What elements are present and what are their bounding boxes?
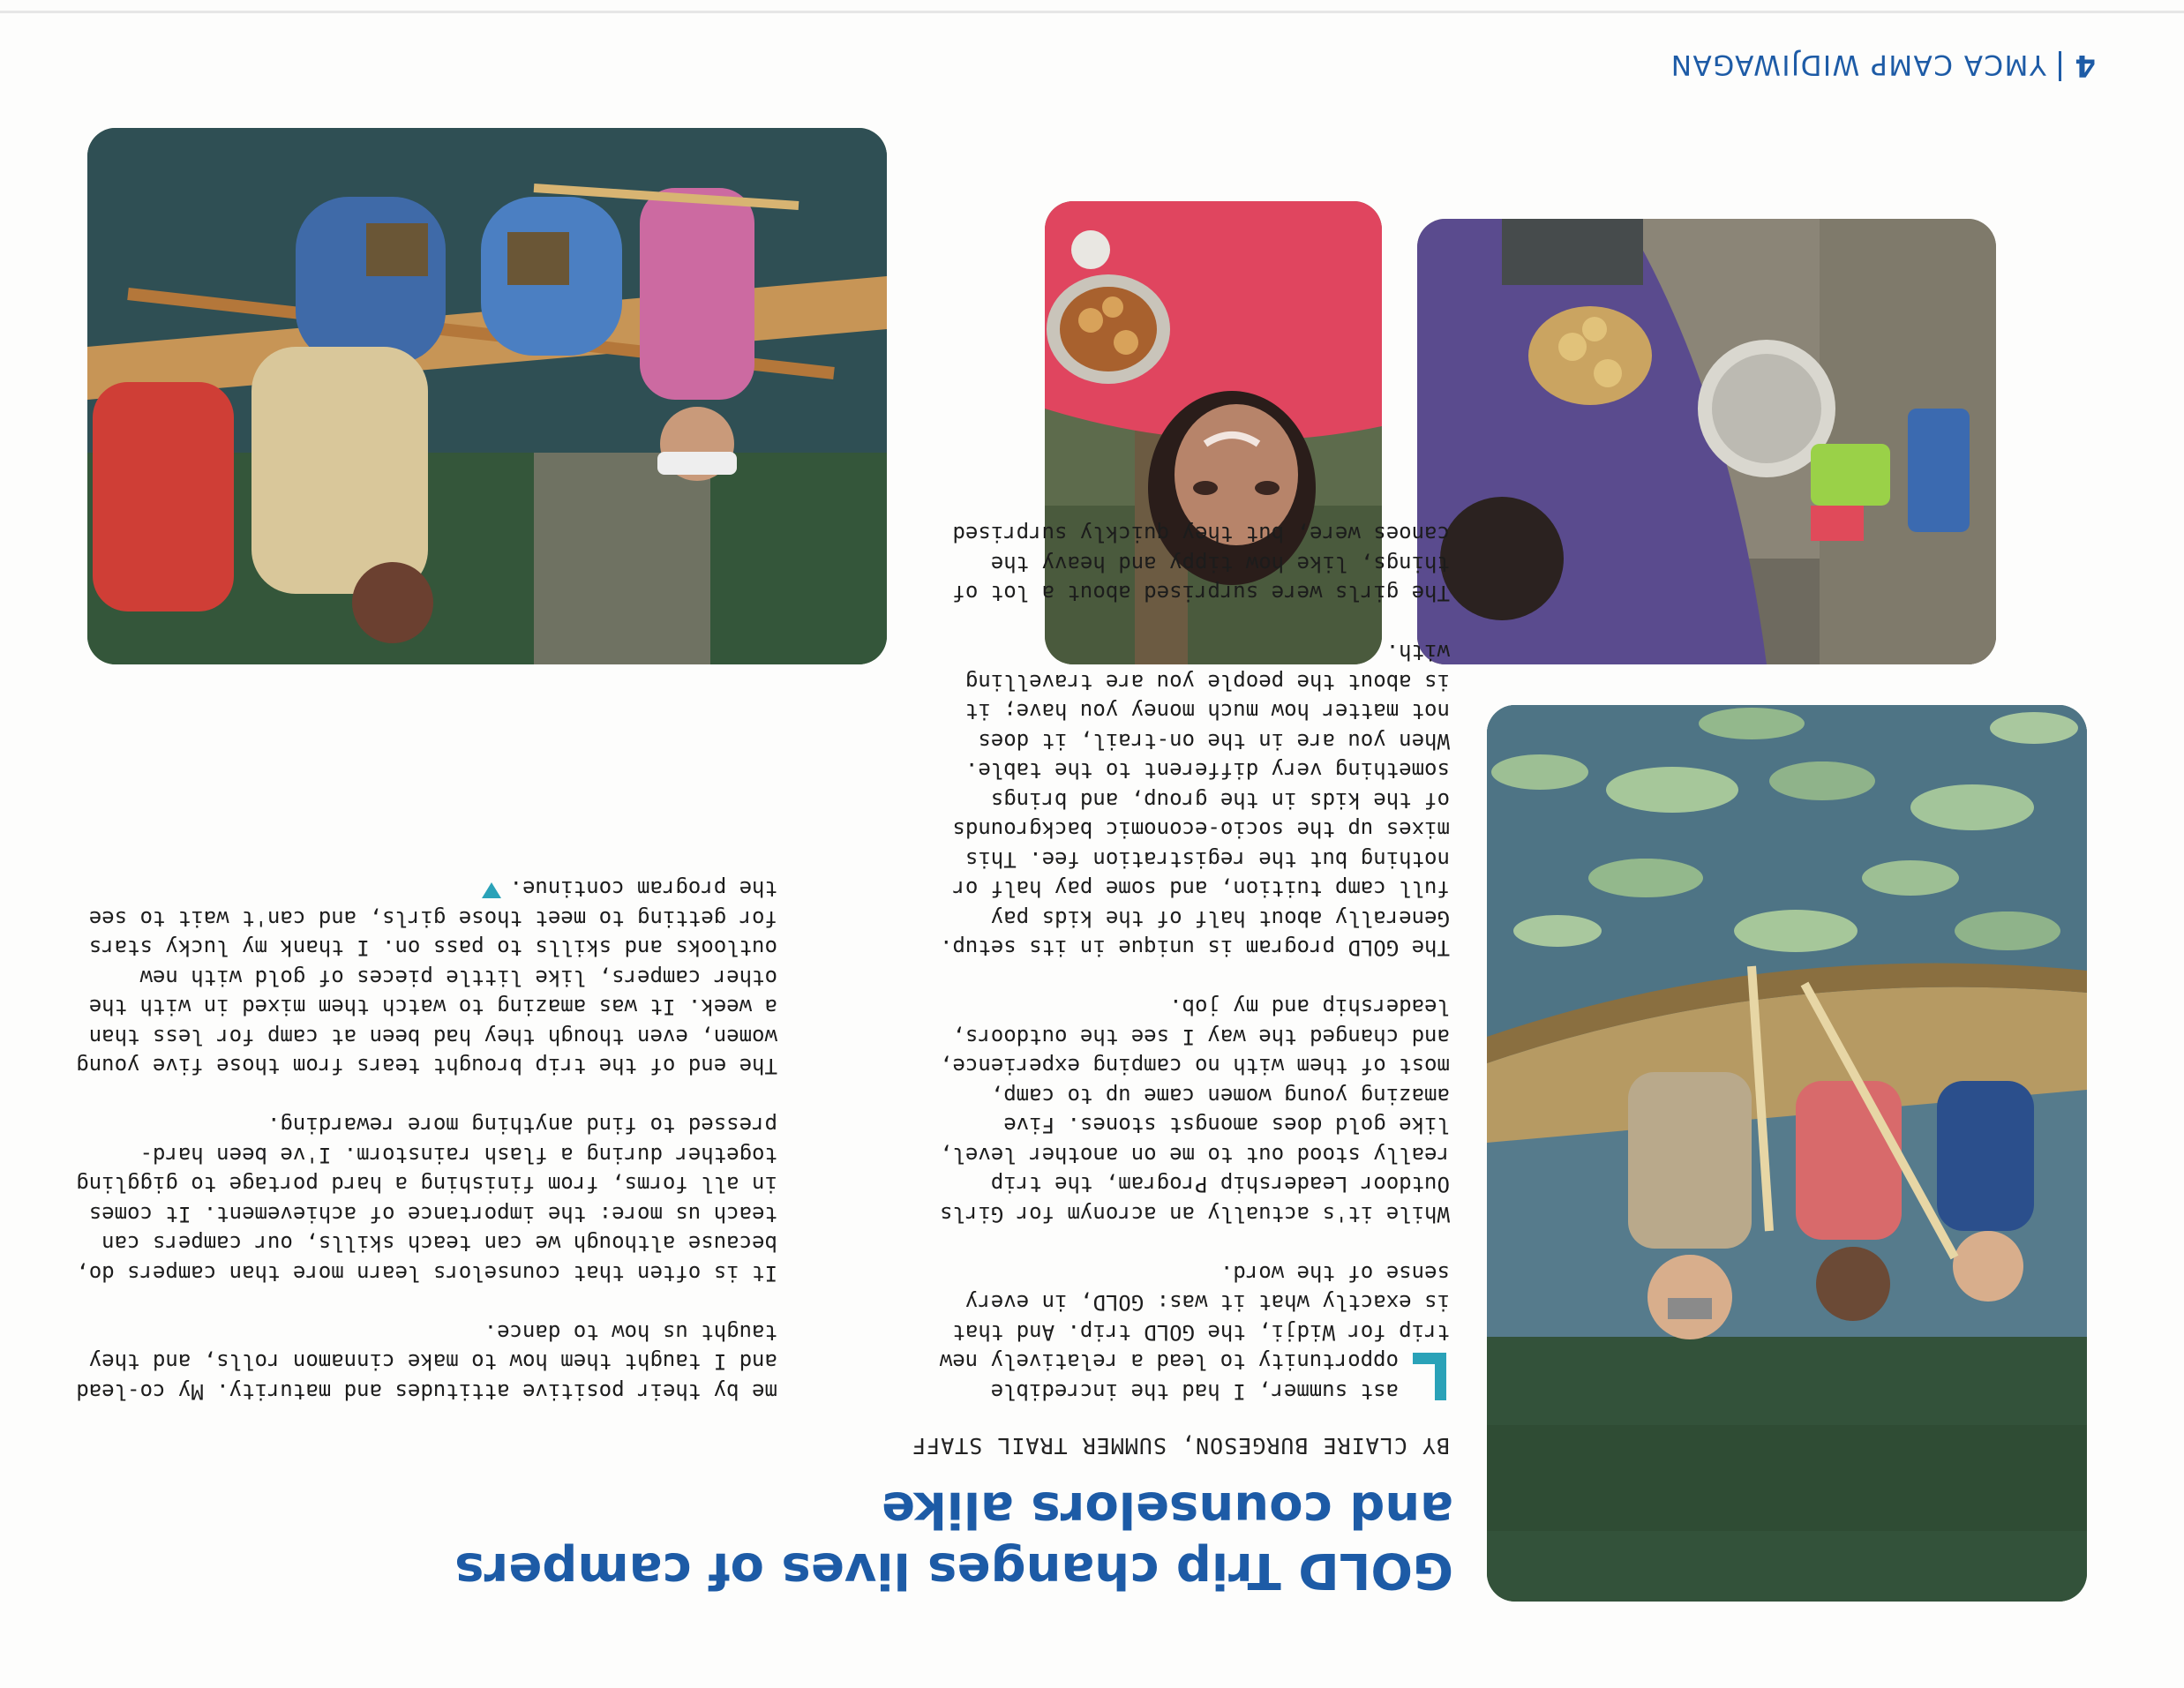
canoe-portage-photo [87,128,887,664]
paragraph: The GOLD program is unique in its setup. Generally about half of the kids pay full camp tuition, and some pay half or nothing but the registration fee. This mixes up the socio-economic backgrounds of the kids in the group, and brings something very different to the table. When you are in the on-trail, it does not matter how much money you have; it is about the people you are travelling with. [940,640,1450,961]
publication-name: YMCA CAMP WIDJIWAGAN [1670,49,2046,80]
drop-cap [1409,1353,1450,1400]
canoe-paddlers-lilypads-photo [1487,705,2087,1602]
paragraph: The girls were surprised about a lot of things, like how tippy and heavy the canoes were, but they quickly surprised [952,521,1450,606]
article-column-2 [75,844,777,1407]
paragraph: It is often that counselors learn more than campers do, because although we can teach skills, our campers can teach us more: the importance of achievement. It comes in all forms, from finishing a hard portage to giggling together during a flash rainstorm. I've been hard-pressed to find anything more rewarding. [76,1113,777,1286]
page-edge-line [0,11,2184,13]
article-title-line-2: and counselors alike [882,1481,1453,1538]
end-of-article-icon [482,883,501,899]
article-title [421,1479,1453,1601]
folio-divider [2059,51,2061,81]
campers-cooking-photo [1417,219,1996,664]
article-title-line-1: GOLD Trip changes lives of campers [454,1542,1453,1599]
page-number: 4 [2073,48,2096,83]
paragraph: The end of the trip brought tears from those five young women, even though they had been at camp for less than a week. It was amazing to watch them mixed in with the other campers, like little pieces of gold with new outlooks and skills to pass on. I thank my lucky stars for getting to meet those girls, and can't wait to see the program continue. [76,876,777,1079]
page-folio [1670,48,2096,83]
paragraph: ast summer, I had the incredible opportunity to lead a relatively new trip for Widji, the GOLD trip. And that is exactly what it was: GOLD, in every sense of the word. [939,1261,1450,1404]
article-column-1 [936,490,1450,1407]
paragraph: While it's actually an acronym for Girls Outdoor Leadership Program, the trip really stood out to me on another level, like gold does amongst stones. Five amazing young women came up to camp, most of them with no camping experience, and changed the way I see the outdoors, leadership and my job. [940,994,1450,1227]
paragraph: me by their positive attitudes and maturity. My co-lead and I taught them how to make cinnamon rolls, and they taught us how to dance. [76,1320,777,1404]
article-byline: BY CLAIRE BURGESON, SUMMER TRAIL STAFF [912,1433,1450,1459]
